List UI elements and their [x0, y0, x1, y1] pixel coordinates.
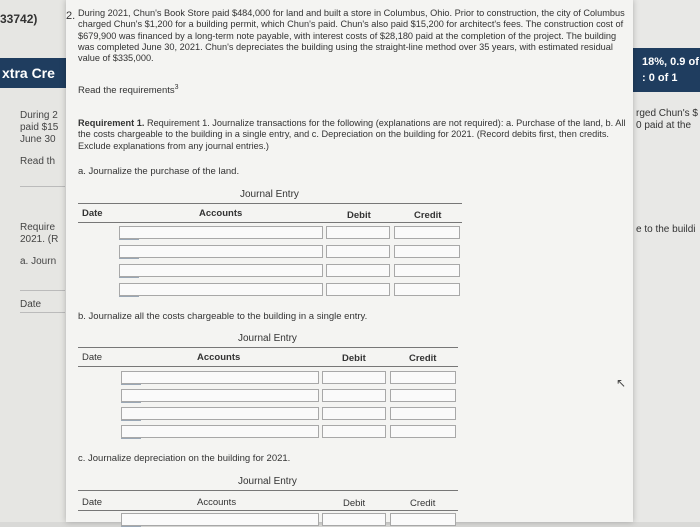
- column-accounts: Accounts: [197, 497, 237, 508]
- part-a-label: a. Journalize the purchase of the land.: [78, 166, 240, 177]
- part-b-label: b. Journalize all the costs chargeable to the building in a single entry.: [78, 311, 368, 322]
- account-input[interactable]: [121, 425, 319, 438]
- debit-input[interactable]: [326, 264, 390, 277]
- background-header: xtra Cre: [0, 58, 68, 88]
- credit-input[interactable]: [394, 264, 460, 277]
- background-text: During 2: [20, 110, 58, 121]
- journal-entry-title: Journal Entry: [240, 189, 299, 200]
- background-page-right: [630, 0, 700, 522]
- account-input[interactable]: [119, 226, 323, 239]
- debit-input[interactable]: [322, 407, 386, 420]
- credit-input[interactable]: [394, 283, 460, 296]
- account-input[interactable]: [119, 245, 323, 258]
- score-panel: [630, 48, 700, 92]
- read-requirements-label: Read the requirements: [78, 85, 175, 97]
- background-code: 33742): [0, 12, 38, 26]
- background-text: 2021. (R: [20, 234, 59, 245]
- column-debit: Debit: [342, 353, 366, 364]
- background-divider: [20, 186, 65, 187]
- debit-input[interactable]: [326, 226, 390, 239]
- column-credit: Credit: [410, 498, 436, 509]
- score-line: 18%, 0.9 of: [642, 56, 699, 68]
- credit-input[interactable]: [390, 407, 456, 420]
- account-input[interactable]: [119, 283, 323, 296]
- credit-input[interactable]: [394, 245, 460, 258]
- account-input[interactable]: [121, 513, 319, 526]
- column-date: Date: [82, 352, 103, 363]
- account-input[interactable]: [121, 389, 319, 402]
- background-text: June 30: [20, 134, 56, 145]
- column-date: Date: [82, 497, 103, 508]
- debit-input[interactable]: [322, 371, 386, 384]
- credit-input[interactable]: [390, 371, 456, 384]
- journal-entry-title: Journal Entry: [238, 476, 297, 487]
- account-input[interactable]: [121, 371, 319, 384]
- column-debit: Debit: [347, 210, 371, 221]
- background-text: e to the buildi: [636, 224, 696, 235]
- part-c-label: c. Journalize depreciation on the building for 2021.: [78, 453, 291, 464]
- column-accounts: Accounts: [197, 352, 241, 363]
- header-divider: [78, 510, 458, 511]
- header-divider: [78, 490, 458, 491]
- header-divider: [78, 203, 462, 204]
- debit-input[interactable]: [322, 425, 386, 438]
- background-text: a. Journ: [20, 256, 57, 267]
- mouse-cursor-icon: ↖: [616, 376, 627, 390]
- column-date: Date: [82, 208, 103, 219]
- background-text: paid $15: [20, 122, 59, 133]
- background-text: Require: [20, 222, 56, 233]
- background-text: Date: [20, 299, 42, 310]
- credit-input[interactable]: [390, 389, 456, 402]
- header-divider: [78, 347, 458, 348]
- column-debit: Debit: [343, 498, 366, 509]
- account-input[interactable]: [121, 407, 319, 420]
- column-credit: Credit: [414, 210, 442, 221]
- header-divider: [78, 222, 462, 223]
- header-divider: [78, 366, 458, 367]
- credit-input[interactable]: [390, 513, 456, 526]
- debit-input[interactable]: [322, 513, 386, 526]
- background-divider: [20, 312, 65, 313]
- problem-number: 2.: [66, 10, 76, 22]
- debit-input[interactable]: [326, 283, 390, 296]
- requirement-body: Requirement 1. Journalize transactions for the following (explanations are not required): a. Purchase of the land, b. All the costs chargeable to the building in a single entry, and c. Depreciation on the building for 2021. (Record debits first, then credits. Exclude explanations from any journal entries.): [78, 118, 626, 151]
- debit-input[interactable]: [322, 389, 386, 402]
- problem-dialog: [66, 0, 633, 522]
- column-accounts: Accounts: [199, 208, 243, 219]
- read-requirements-link[interactable]: Read the requirements$^3$: [78, 84, 179, 97]
- journal-entry-title: Journal Entry: [238, 333, 297, 344]
- problem-text: During 2021, Chun's Book Store paid $484,000 for land and built a store in Columbus, Ohio. Prior to construction, the city of Columbus charged Chun's $1,200 for a building permit, which Chun's paid. Chun's also paid $15,200 for architect's fees. The construction cost of $679,900 was financed by a long-term note payable, with interest costs of $28,180 paid at the completion of the project. The building was completed June 30, 2021. Chun's depreciates the building using the straight-line method over 35 years, with estimated residual value of $335,000.: [78, 8, 625, 64]
- background-text: Read th: [20, 156, 56, 167]
- background-text: 0 paid at the: [636, 120, 692, 131]
- account-input[interactable]: [119, 264, 323, 277]
- score-line: : 0 of 1: [642, 72, 678, 84]
- credit-input[interactable]: [390, 425, 456, 438]
- credit-input[interactable]: [394, 226, 460, 239]
- requirement-text: Requirement 1. Requirement 1. Journalize transactions for the following (explanations are not required): a. Purchase of the land, b. All the costs chargeable to the building in a single entry, and c. Depreciation on the building for 2021. (Record debits first, then credits. Exclude explanations from any journal entries.): [78, 118, 626, 151]
- background-divider: [20, 290, 65, 291]
- background-text: rged Chun's $: [636, 108, 698, 119]
- debit-input[interactable]: [326, 245, 390, 258]
- column-credit: Credit: [409, 353, 437, 364]
- background-page-left: [0, 0, 70, 522]
